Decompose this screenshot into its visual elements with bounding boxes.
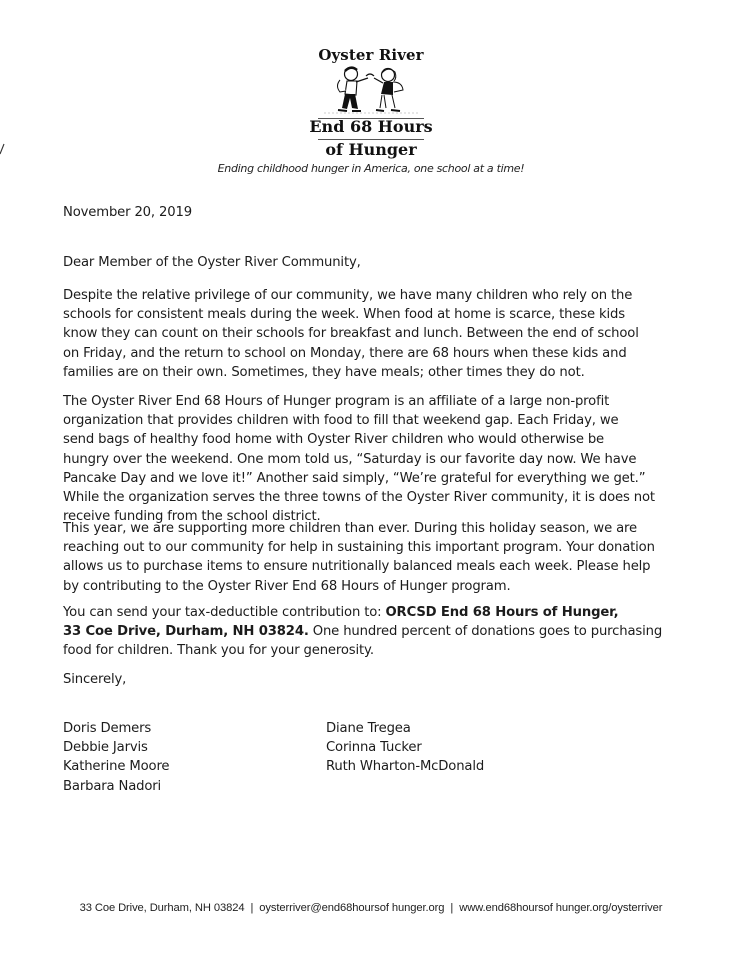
footer-address: 33 Coe Drive, Durham, NH 03824 <box>79 902 245 914</box>
paragraph-line: send bags of healthy food home with Oyster River children who would otherwise be <box>63 432 605 448</box>
paragraph-1 <box>63 286 639 382</box>
donation-note: One hundred percent of donations goes to purchasing <box>308 624 663 640</box>
paragraph-line: by contributing to the Oyster River End 68 Hours of Hunger program. <box>63 578 511 594</box>
paragraph-line: This year, we are supporting more children than ever. During this holiday season, we are <box>63 521 637 536</box>
org-name-line3: of Hunger <box>325 140 417 159</box>
paragraph-line: receive funding from the school district. <box>63 509 321 525</box>
footer-email: oysterriver@end68hoursof hunger.org <box>259 902 445 914</box>
mailing-address: 33 Coe Drive, Durham, NH 03824. <box>63 624 309 640</box>
signatory-name: Doris Demers <box>63 721 152 736</box>
signatory-name: Ruth Wharton-McDonald <box>326 759 485 775</box>
paragraph-line: Despite the relative privilege of our community, we have many children who rely on the <box>63 288 633 303</box>
paragraph-line: Pancake Day and we love it!” Another said simply, “We’re grateful for everything we get.” <box>63 470 646 486</box>
paragraph-line <box>63 603 662 622</box>
contribution-intro: You can send your tax-deductible contribution to: <box>63 605 386 620</box>
org-name-line1: Oyster River <box>318 46 424 64</box>
salutation: Dear Member of the Oyster River Community, <box>63 255 361 270</box>
letter-date: November 20, 2019 <box>63 205 192 220</box>
paragraph-line: families are on their own. Sometimes, they have meals; other times they do not. <box>63 364 585 380</box>
two-children-high-five-icon <box>318 64 426 116</box>
footer-separator: | <box>250 902 254 914</box>
paragraph-line: schools for consistent meals during the week. When food at home is scarce, these kids <box>63 307 625 323</box>
paragraph-line: allows us to purchase items to ensure nutritionally balanced meals each week. Please help <box>63 559 651 575</box>
closing: Sincerely, <box>63 672 127 687</box>
paragraph-line <box>63 622 662 641</box>
footer-separator: | <box>450 902 454 914</box>
signatory-name: Katherine Moore <box>63 759 170 775</box>
payee-name: ORCSD End 68 Hours of Hunger, <box>385 605 619 620</box>
signatories-left <box>63 719 169 796</box>
paragraph-line: food for children. Thank you for your generosity. <box>63 643 374 659</box>
paragraph-3 <box>63 519 655 596</box>
tagline: Ending childhood hunger in America, one school at a time! <box>217 162 525 175</box>
signatory-name: Barbara Nadori <box>63 778 162 794</box>
paragraph-line: While the organization serves the three towns of the Oyster River community, it is does not <box>63 490 655 506</box>
paragraph-2 <box>63 392 655 526</box>
paragraph-line: know they can count on their schools for breakfast and lunch. Between the end of school <box>63 326 639 342</box>
signatory-name: Diane Tregea <box>326 721 411 736</box>
signatories-right <box>326 719 484 777</box>
paragraph-line: reaching out to our community for help in sustaining this important program. Your donation <box>63 540 655 556</box>
paragraph-line: organization that provides children with food to fill that weekend gap. Each Friday, we <box>63 413 619 429</box>
paragraph-line: on Friday, and the return to school on Monday, there are 68 hours when these kids and <box>63 345 627 361</box>
footer <box>0 902 742 914</box>
org-name-line2: End 68 Hours <box>309 117 433 136</box>
signatory-name: Debbie Jarvis <box>63 740 148 756</box>
footer-website: www.end68hoursof hunger.org/oysterriver <box>459 902 663 914</box>
paragraph-line: hungry over the weekend. One mom told us, “Saturday is our favorite day now. We have <box>63 451 637 467</box>
paragraph-line: The Oyster River End 68 Hours of Hunger program is an affiliate of a large non-profit <box>63 394 610 409</box>
paragraph-4 <box>63 603 662 661</box>
signatory-name: Corinna Tucker <box>326 740 422 756</box>
